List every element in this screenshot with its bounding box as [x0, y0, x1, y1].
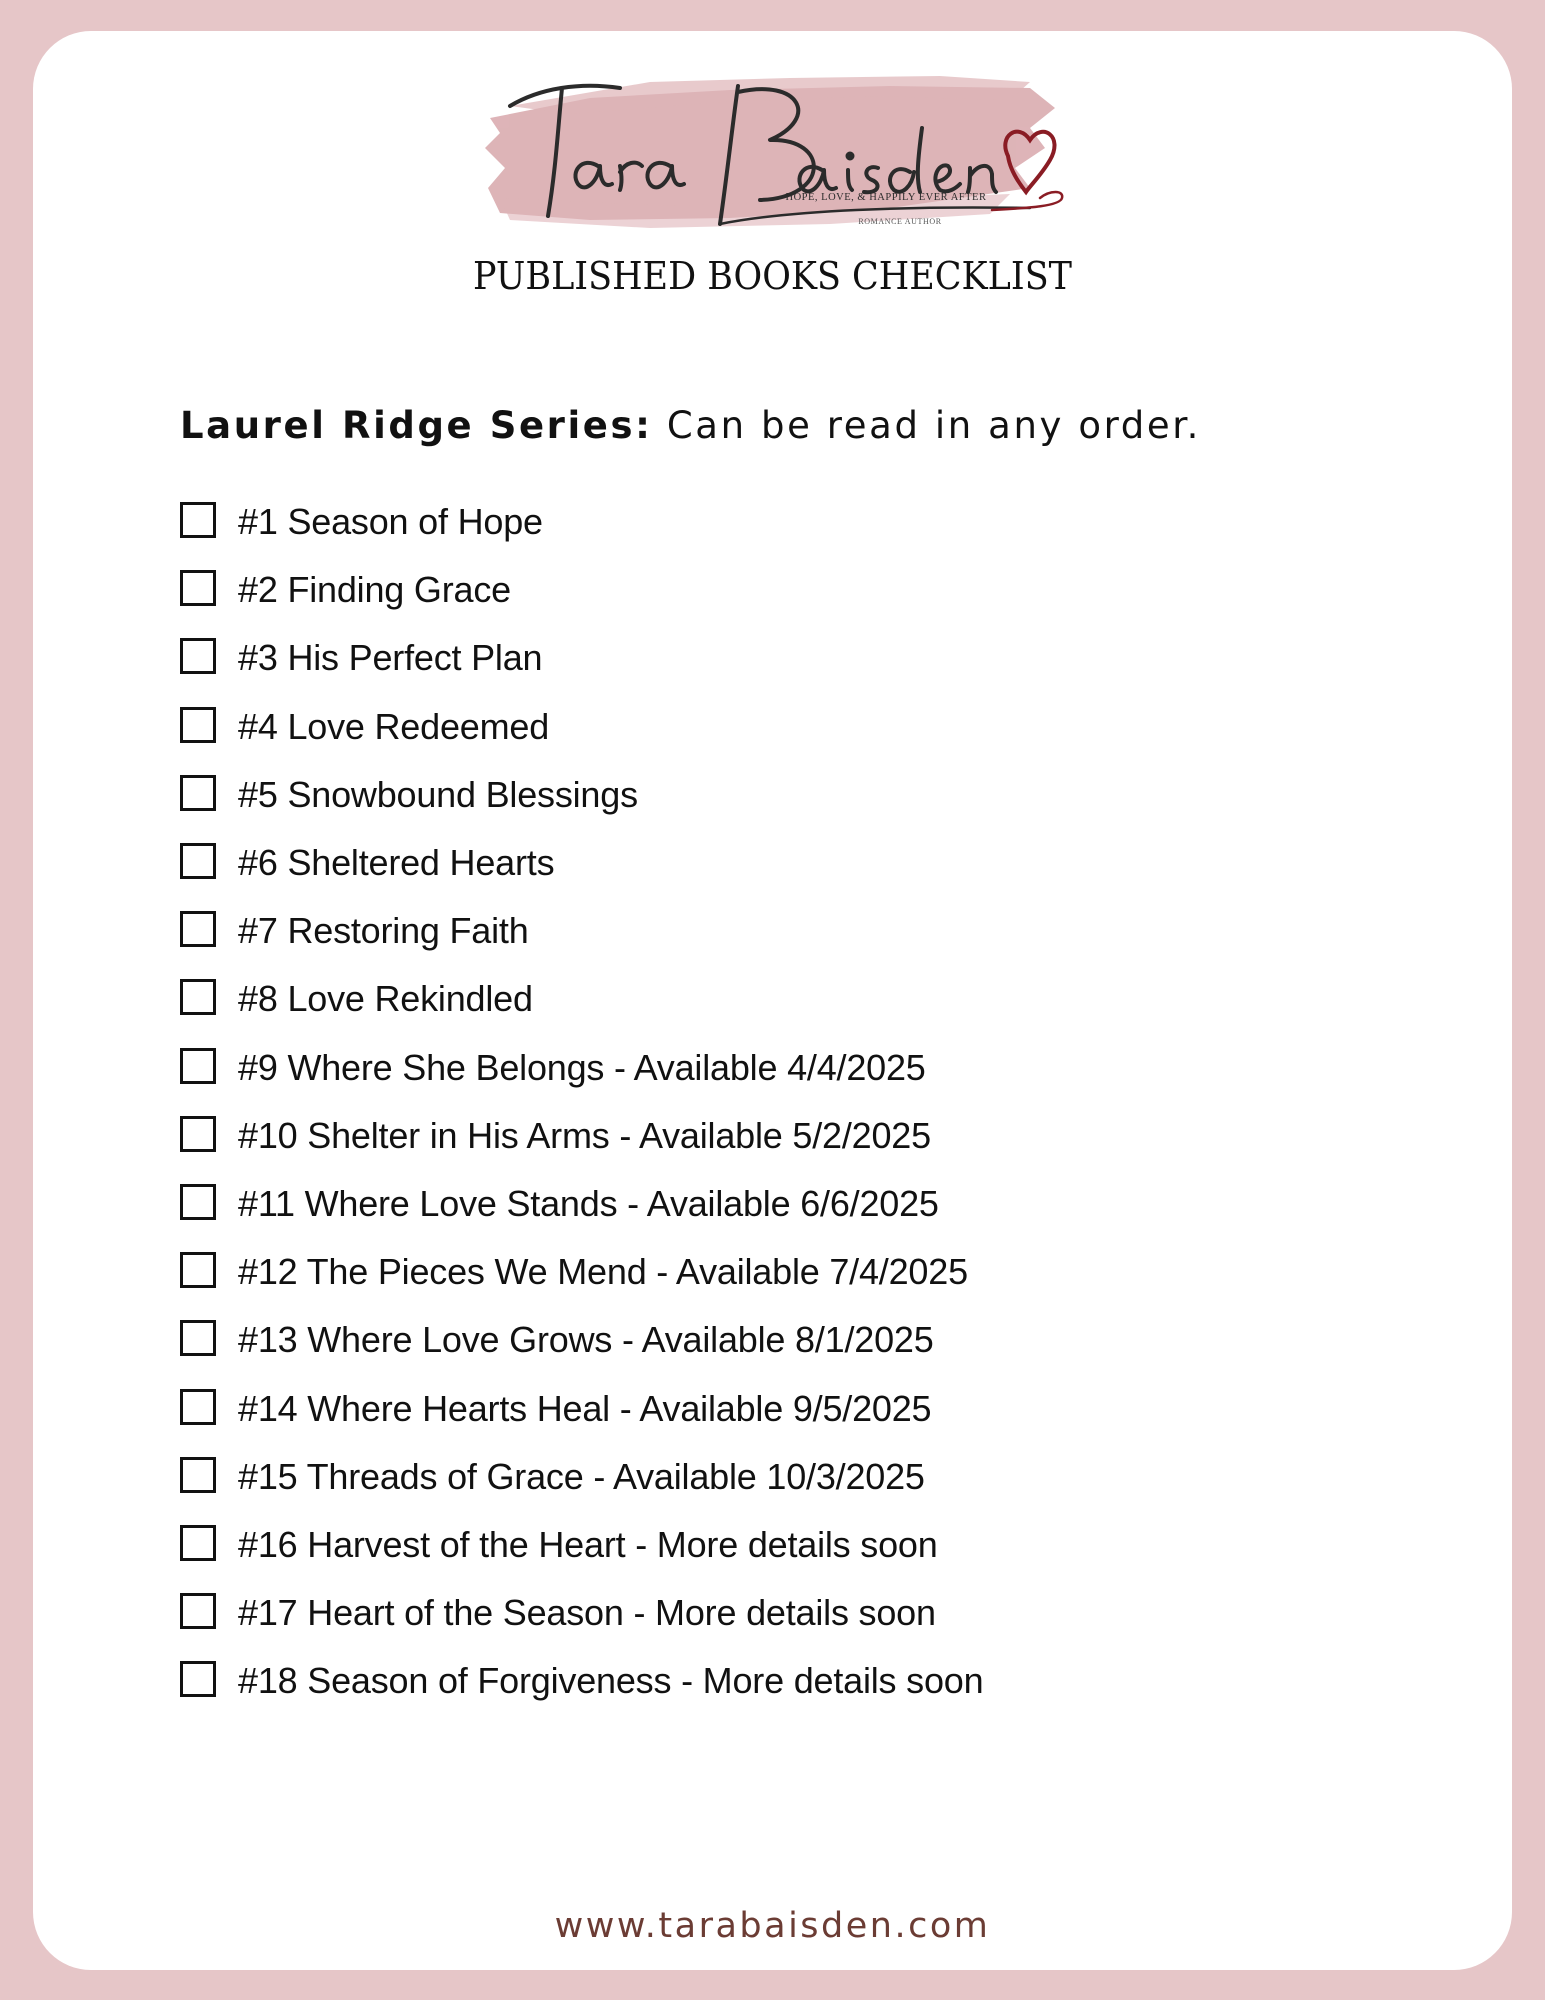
author-logo-graphic: [470, 48, 1070, 238]
book-title: #7 Restoring Faith: [238, 910, 529, 952]
book-checkbox[interactable]: [180, 570, 216, 606]
book-checkbox[interactable]: [180, 1593, 216, 1629]
series-name: Laurel Ridge Series:: [180, 404, 653, 447]
book-title: #6 Sheltered Hearts: [238, 842, 555, 884]
book-checkbox[interactable]: [180, 638, 216, 674]
book-checkbox[interactable]: [180, 843, 216, 879]
book-title: #5 Snowbound Blessings: [238, 773, 638, 815]
book-item: [180, 488, 983, 556]
book-checkbox[interactable]: [180, 707, 216, 743]
book-title: #9 Where She Belongs - Available 4/4/2025: [238, 1046, 926, 1088]
book-item: [180, 1034, 983, 1102]
book-item: [180, 1647, 983, 1715]
book-checkbox[interactable]: [180, 1525, 216, 1561]
book-title: #12 The Pieces We Mend - Available 7/4/2025: [238, 1251, 968, 1293]
book-checkbox[interactable]: [180, 911, 216, 947]
book-checkbox[interactable]: [180, 1661, 216, 1697]
brush-stroke-background: [485, 76, 1055, 228]
book-checkbox[interactable]: [180, 1048, 216, 1084]
book-title: #15 Threads of Grace - Available 10/3/2025: [238, 1455, 925, 1497]
book-item: [180, 1579, 983, 1647]
book-title: #18 Season of Forgiveness - More details soon: [238, 1660, 984, 1702]
logo-tagline: HOPE, LOVE, & HAPPILY EVER AFTER: [785, 192, 987, 203]
book-title: #10 Shelter in His Arms - Available 5/2/2025: [238, 1114, 931, 1156]
book-item: [180, 556, 983, 624]
book-title: #3 His Perfect Plan: [238, 637, 543, 679]
book-checkbox[interactable]: [180, 1457, 216, 1493]
book-title: #2 Finding Grace: [238, 569, 511, 611]
series-heading: [180, 404, 1201, 447]
book-item: [180, 1443, 983, 1511]
book-checkbox[interactable]: [180, 502, 216, 538]
book-title: #11 Where Love Stands - Available 6/6/2025: [238, 1182, 939, 1224]
book-checkbox[interactable]: [180, 1116, 216, 1152]
book-title: #8 Love Rekindled: [238, 978, 533, 1020]
book-title: #14 Where Hearts Heal - Available 9/5/2025: [238, 1387, 932, 1429]
series-note: Can be read in any order.: [666, 404, 1201, 447]
book-checkbox[interactable]: [180, 1252, 216, 1288]
book-item: [180, 693, 983, 761]
website-link[interactable]: www.tarabaisden.com: [554, 1906, 991, 1946]
book-title: #13 Where Love Grows - Available 8/1/2025: [238, 1319, 934, 1361]
book-item: [180, 1306, 983, 1374]
book-checkbox[interactable]: [180, 1184, 216, 1220]
book-item: [180, 1374, 983, 1442]
book-checkbox[interactable]: [180, 1389, 216, 1425]
book-item: [180, 761, 983, 829]
logo-subtitle: ROMANCE AUTHOR: [858, 217, 942, 226]
book-checkbox[interactable]: [180, 1320, 216, 1356]
book-title: #16 Harvest of the Heart - More details soon: [238, 1523, 938, 1565]
book-checklist: [180, 488, 983, 1715]
book-checkbox[interactable]: [180, 979, 216, 1015]
book-item: [180, 897, 983, 965]
book-item: [180, 1511, 983, 1579]
book-item: [180, 624, 983, 692]
book-checkbox[interactable]: [180, 775, 216, 811]
book-title: #4 Love Redeemed: [238, 705, 550, 747]
document-title: PUBLISHED BOOKS CHECKLIST: [473, 254, 1072, 298]
book-item: [180, 1238, 983, 1306]
author-logo: [470, 48, 1070, 238]
book-item: [180, 829, 983, 897]
book-item: [180, 1102, 983, 1170]
book-item: [180, 1170, 983, 1238]
book-title: #17 Heart of the Season - More details soon: [238, 1592, 936, 1634]
book-title: #1 Season of Hope: [238, 501, 543, 543]
book-item: [180, 965, 983, 1033]
